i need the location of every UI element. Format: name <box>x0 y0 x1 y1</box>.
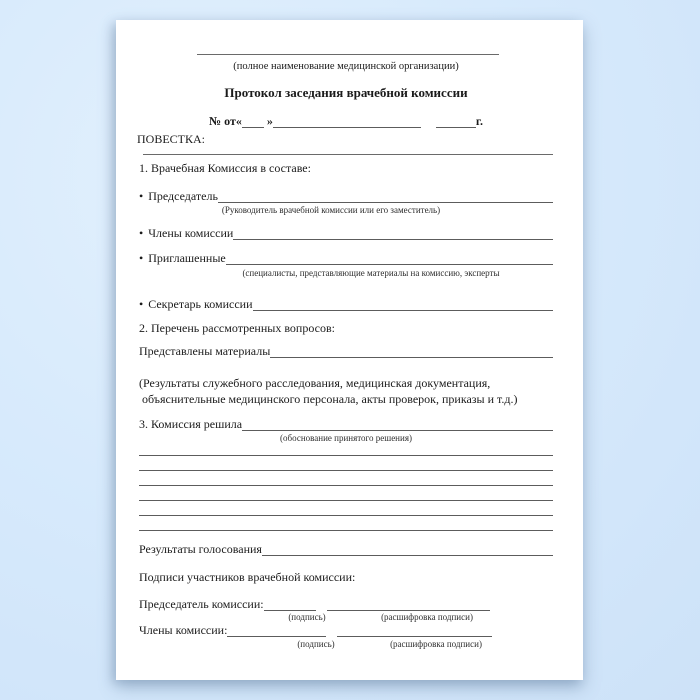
blank-line <box>139 486 553 501</box>
invited-row <box>139 250 553 265</box>
blank-line <box>139 441 553 456</box>
blank-gap <box>326 635 337 637</box>
agenda-blank-line <box>143 154 553 155</box>
sig-members-sign-blank <box>227 634 326 637</box>
chairman-blank <box>218 200 553 203</box>
decision-blank-lines <box>139 441 553 531</box>
signatures-heading: Подписи участников врачебной комиссии: <box>139 570 356 584</box>
bullet-icon: • <box>139 226 144 240</box>
year-blank <box>436 125 476 128</box>
blank-gap <box>421 126 436 128</box>
sig-chairman-sign-caption: (подпись) <box>288 612 326 622</box>
sig-chairman-sign-blank <box>264 608 316 611</box>
sig-row-members <box>139 622 553 637</box>
invited-blank <box>226 262 553 265</box>
year-suffix: г. <box>475 114 483 128</box>
voting-row <box>139 541 553 556</box>
decision-blank <box>242 428 553 431</box>
chairman-row <box>139 188 553 203</box>
blank-line <box>139 471 553 486</box>
section1-heading: 1. Врачебная Комиссия в составе: <box>139 161 311 175</box>
materials-note-line1: (Результаты служебного расследования, медицинская документация, <box>139 376 491 390</box>
invited-label: Приглашенные <box>148 251 226 265</box>
materials-row <box>139 343 553 358</box>
voting-blank <box>262 553 553 556</box>
secretary-blank <box>253 308 553 311</box>
sig-members-name-caption: (расшифровка подписи) <box>390 639 482 649</box>
chairman-caption: (Руководитель врачебной комиссии или его заместитель) <box>221 205 441 215</box>
day-blank <box>242 125 264 128</box>
sig-chairman-label: Председатель комиссии: <box>139 597 264 611</box>
members-blank <box>233 237 553 240</box>
org-name-caption: (полное наименование медицинской организации) <box>233 61 459 72</box>
section2-heading: 2. Перечень рассмотренных вопросов: <box>139 321 335 335</box>
section3-caption: (обоснование принятого решения) <box>280 433 412 443</box>
materials-blank <box>270 355 553 358</box>
chairman-label: Председатель <box>148 189 218 203</box>
section3-label: 3. Комиссия решила <box>139 417 243 431</box>
sig-row-chairman <box>139 596 553 611</box>
close-quote: » <box>263 114 273 128</box>
bullet-icon: • <box>139 189 144 203</box>
blank-line <box>139 456 553 471</box>
sig-members-sign-caption: (подпись) <box>297 639 335 649</box>
blank-line <box>139 501 553 516</box>
materials-note-line2: объяснительные медицинского персонала, акты проверок, приказы и т.д.) <box>139 392 518 406</box>
month-blank <box>273 125 421 128</box>
voting-label: Результаты голосования <box>139 542 262 556</box>
agenda-label: ПОВЕСТКА: <box>137 132 206 146</box>
sig-chairman-name-caption: (расшифровка подписи) <box>381 612 473 622</box>
number-prefix: № от« <box>209 114 242 128</box>
document-sheet <box>116 20 583 680</box>
sig-members-label: Члены комиссии: <box>139 623 228 637</box>
invited-caption: (специалисты, представляющие материалы на комиссию, эксперты <box>242 268 500 278</box>
protocol-number-date-row <box>139 113 553 128</box>
members-label: Члены комиссии <box>148 226 234 240</box>
decision-row <box>139 416 553 431</box>
blank-line <box>139 516 553 531</box>
bullet-icon: • <box>139 251 144 265</box>
materials-label: Представлены материалы <box>139 344 271 358</box>
document-title: Протокол заседания врачебной комиссии <box>224 85 468 100</box>
secretary-row <box>139 296 553 311</box>
blank-gap <box>316 609 327 611</box>
sig-chairman-name-blank <box>327 608 490 611</box>
secretary-label: Секретарь комиссии <box>148 297 253 311</box>
members-row <box>139 225 553 240</box>
sig-members-name-blank <box>337 634 492 637</box>
org-name-blank-line <box>197 54 499 55</box>
bullet-icon: • <box>139 297 144 311</box>
